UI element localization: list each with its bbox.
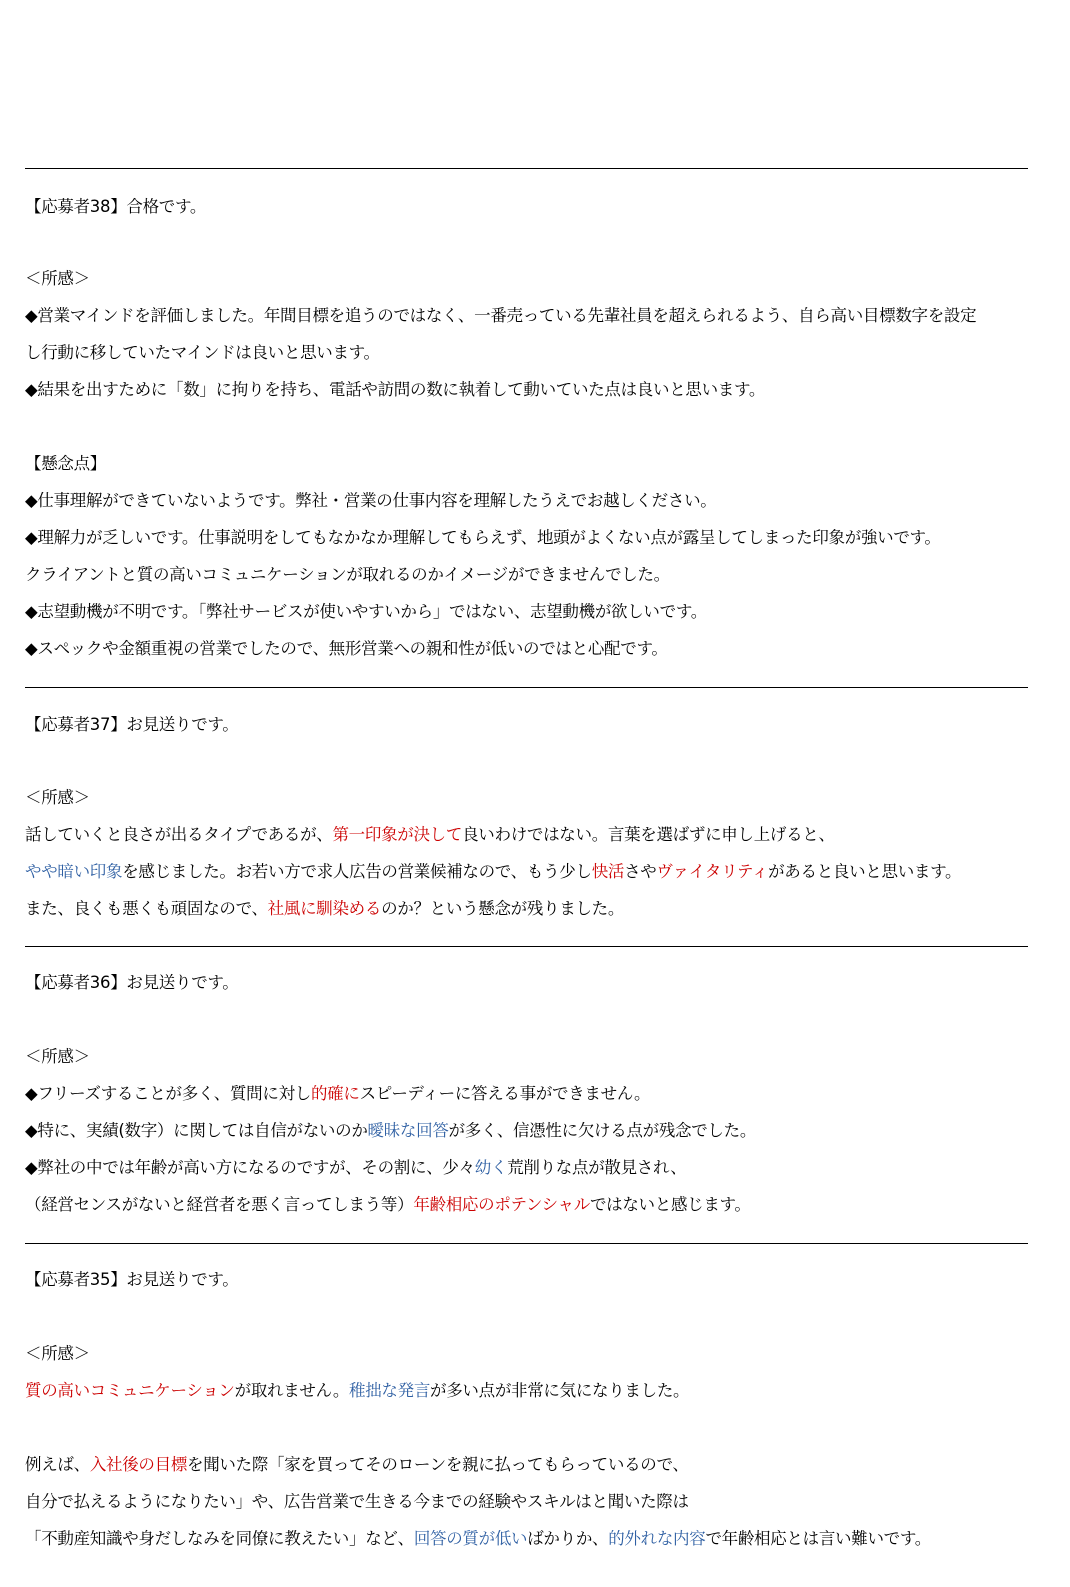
text-segment: さや [624, 862, 657, 881]
text-segment: で年齢相応とは言い難いです。 [705, 1529, 931, 1548]
text-segment: が多い点が非常に気になりました。 [430, 1381, 690, 1400]
text-segment: があると良いと思います。 [768, 862, 962, 881]
highlight-blue: 稚拙な発言 [349, 1381, 431, 1400]
section-divider [25, 168, 1028, 169]
applicant-37-impression-label: ＜所感＞ [25, 788, 90, 807]
applicant-35-impression-line [25, 1491, 689, 1513]
applicant-35-impression-label: ＜所感＞ [25, 1344, 90, 1363]
applicant-38-impression-line: し行動に移していたマインドは良いと思います。 [25, 343, 380, 362]
applicant-36-impression-line [25, 1194, 751, 1216]
text-segment: が多く、信憑性に欠ける点が残念でした。 [448, 1121, 757, 1140]
text-segment: ではないと感じます。 [589, 1195, 751, 1214]
highlight-blue: 的外れな内容 [608, 1529, 706, 1548]
text-segment: 荒削りな点が散見され、 [507, 1158, 687, 1177]
applicant-38-impression-line: ◆営業マインドを評価しました。年間目標を追うのではなく、一番売っている先輩社員を超えられるよう、自ら高い目標数字を設定 [25, 306, 977, 325]
highlight-red: 社風に馴染める [267, 899, 382, 918]
applicant-36-impression-line [25, 1120, 756, 1142]
text-segment: 自分で払えるようになりたい」や、広告営業で生きる今までの経験やスキルはと聞いた際は [25, 1492, 689, 1511]
highlight-blue: 曖昧な回答 [367, 1121, 449, 1140]
applicant-36-impression-label: ＜所感＞ [25, 1047, 90, 1066]
applicant-38-concern-label: 【懸念点】 [25, 454, 107, 473]
text-segment: を聞いた際「家を買ってそのローンを親に払ってもらっているので、 [187, 1455, 689, 1474]
highlight-blue: 回答の質が低い [413, 1529, 528, 1548]
applicant-38-concern-line: ◆仕事理解ができていないようです。弊社・営業の仕事内容を理解したうえでお越しください。 [25, 491, 717, 510]
text-segment: のか？という懸念が残りました。 [381, 899, 625, 918]
highlight-red: 快活 [591, 862, 625, 881]
highlight-red: 入社後の目標 [89, 1455, 188, 1474]
text-segment: ◆特に、実績(数字）に関しては自信がないのか [25, 1121, 368, 1140]
applicant-37-impression-line [25, 824, 835, 846]
applicant-35-heading: 【応募者35】お見送りです。 [25, 1270, 239, 1289]
applicant-38-concern-line: ◆スペックや金額重視の営業でしたので、無形営業への親和性が低いのではと心配です。 [25, 639, 668, 658]
highlight-blue: やや暗い印象 [25, 862, 123, 881]
applicant-37-heading: 【応募者37】お見送りです。 [25, 715, 239, 734]
applicant-36-impression-line [25, 1157, 686, 1179]
section-divider [25, 687, 1028, 688]
applicant-38-concern-line: ◆志望動機が不明です。「弊社サービスが使いやすいから」ではない、志望動機が欲しいです。 [25, 602, 707, 621]
highlight-red: 質の高いコミュニケーション [25, 1381, 235, 1400]
applicant-37-impression-line [25, 898, 624, 920]
text-segment: ◆フリーズすることが多く、質問に対し [25, 1084, 311, 1103]
applicant-38-heading: 【応募者38】合格です。 [25, 197, 207, 216]
applicant-35-impression-line [25, 1454, 689, 1476]
text-segment: 「不動産知識や身だしなみを同僚に教えたい」など、 [25, 1529, 414, 1548]
text-segment: 話していくと良さが出るタイプであるが、 [25, 825, 333, 844]
text-segment: スピーディーに答える事ができません。 [359, 1084, 651, 1103]
highlight-red: ヴァイタリティ [656, 862, 769, 881]
highlight-red: 年齢相応のポテンシャル [413, 1195, 590, 1214]
applicant-38-concern-line: ◆理解力が乏しいです。仕事説明をしてもなかなか理解してもらえず、地頭がよくない点が露呈してしまった印象が強いです。 [25, 528, 941, 547]
text-segment: 良いわけではない。言葉を選ばずに申し上げると、 [462, 825, 835, 844]
applicant-36-heading: 【応募者36】お見送りです。 [25, 973, 239, 992]
text-segment: （経営センスがないと経営者を悪く言ってしまう等） [25, 1195, 414, 1214]
applicant-37-impression-line [25, 861, 961, 883]
applicant-38-impression-label: ＜所感＞ [25, 269, 90, 288]
section-divider [25, 946, 1028, 947]
highlight-red: 的確に [310, 1084, 360, 1103]
highlight-blue: 幼く [474, 1158, 508, 1177]
highlight-red: 第一印象が決して [332, 825, 463, 844]
applicant-35-impression-line [25, 1528, 931, 1550]
text-segment: 例えば、 [25, 1455, 90, 1474]
applicant-36-impression-line [25, 1083, 650, 1105]
text-segment: を感じました。お若い方で求人広告の営業候補なので、もう少し [122, 862, 592, 881]
text-segment: ばかりか、 [527, 1529, 609, 1548]
applicant-38-impression-line: ◆結果を出すために「数」に拘りを持ち、電話や訪問の数に執着して動いていた点は良いと思います。 [25, 380, 766, 399]
applicant-35-impression-line [25, 1380, 689, 1402]
text-segment: が取れません。 [234, 1381, 350, 1400]
applicant-38-concern-line: クライアントと質の高いコミュニケーションが取れるのかイメージができませんでした。 [25, 565, 670, 584]
text-segment: ◆弊社の中では年齢が高い方になるのですが、その割に、少々 [25, 1158, 475, 1177]
section-divider [25, 1243, 1028, 1244]
text-segment: また、良くも悪くも頑固なので、 [25, 899, 268, 918]
